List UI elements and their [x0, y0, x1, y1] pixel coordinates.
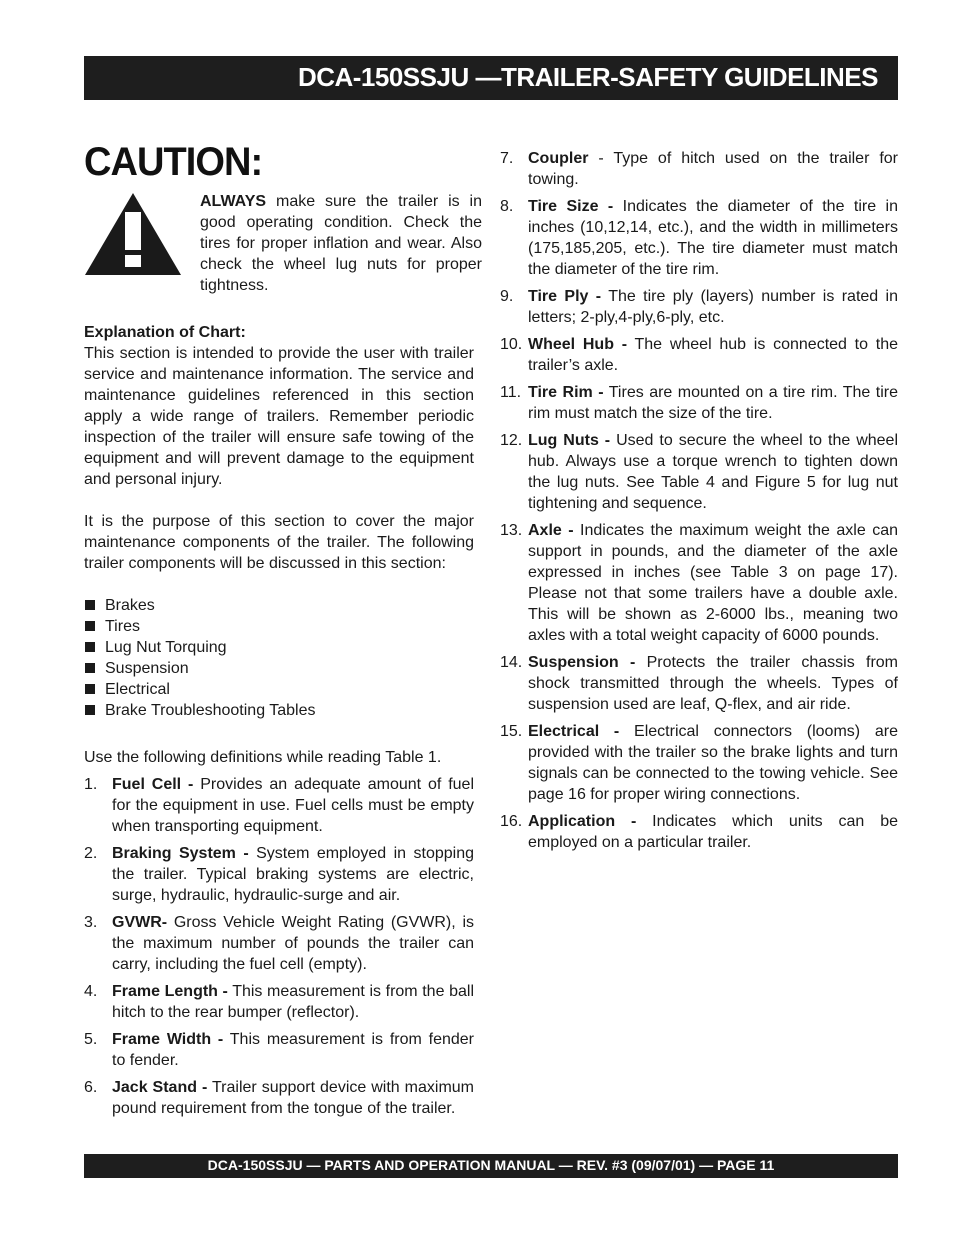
caution-lead: ALWAYS — [200, 193, 267, 210]
right-column — [500, 148, 898, 859]
definition-list-right — [500, 148, 898, 853]
caution-heading: CAUTION: — [84, 140, 263, 184]
definition-item: 15. Electrical - Electrical connectors (looms) are provided with the trailer so the brake lights and turn signals can be connected to the towing vehicle. See page 16 for proper wiring connections. — [500, 723, 898, 803]
definition-item: 12. Lug Nuts - Used to secure the wheel to the wheel hub. Always use a torque wrench to tighten down the lug nuts. See Table 4 and Figure 5 for lug nut tightening and sequence. — [500, 432, 899, 512]
definition-item: 1. Fuel Cell - Provides an adequate amount of fuel for the equipment in use. Fuel cells must be empty when transporting equipment. — [84, 776, 475, 835]
bullet-square-icon — [85, 663, 95, 673]
list-item: Electrical — [84, 679, 474, 700]
definition-item: 5. Frame Width - This measurement is from fender to fender. — [84, 1031, 475, 1069]
definition-item: 11. Tire Rim - Tires are mounted on a tire rim. The tire rim must match the size of the tire. — [500, 384, 898, 422]
definition-item: 13. Axle - Indicates the maximum weight the axle can support in pounds, and the diameter of the axle expressed in inches (see Table 3 on page 17). Please not that some trailers have a double axle. This will be shown as 2-6000 lbs., meaning two axles with a total weight capacity of 6000 pounds. — [500, 522, 898, 644]
page-header-bar — [84, 56, 898, 100]
explanation-heading: Explanation of Chart: — [84, 324, 246, 341]
caution-text — [200, 191, 482, 296]
bullet-square-icon — [85, 684, 95, 694]
list-item: Lug Nut Torquing — [84, 637, 474, 658]
list-item: Brakes — [84, 595, 474, 616]
definitions-intro: Use the following definitions while reading Table 1. — [84, 749, 442, 766]
definition-item: 9. Tire Ply - The tire ply (layers) number is rated in letters; 2-ply,4-ply,6-ply, etc. — [500, 288, 898, 326]
page-footer-bar — [84, 1154, 898, 1178]
explanation-para-1: This section is intended to provide the user with trailer service and maintenance information. The service and maintenance guidelines referenced in this section apply a wide range of trailers. Remember periodic inspection of the trailer will ensure safe towing of the equipment and will prevent damage to the equipment and personal injury. — [84, 345, 474, 488]
definition-list-left — [84, 774, 474, 1119]
list-item: Tires — [84, 616, 474, 637]
definition-item: 7. Coupler - Type of hitch used on the trailer for towing. — [500, 150, 898, 188]
bullet-square-icon — [85, 600, 95, 610]
definition-item: 8. Tire Size - Indicates the diameter of the tire in inches (10,12,14, etc.), and the width in millimeters (175,185,205, etc.). The tire diameter must match the diameter of the tire rim. — [500, 198, 898, 278]
bullet-square-icon — [85, 621, 95, 631]
definition-item: 14. Suspension - Protects the trailer chassis from shock transmitted through the wheels. Types of suspension used are leaf, Q-flex, and air ride. — [500, 654, 899, 713]
component-list — [84, 595, 474, 721]
list-item: Suspension — [84, 658, 474, 679]
explanation-para-2: It is the purpose of this section to cover the major maintenance components of the trailer. The following trailer components will be discussed in this section: — [84, 513, 474, 572]
definition-item: 10. Wheel Hub - The wheel hub is connected to the trailer’s axle. — [500, 336, 899, 374]
warning-triangle-icon — [84, 192, 182, 276]
caution-body: make sure the trailer is in good operating condition. Check the tires for proper inflation and wear. Also check the wheel lug nuts for proper tightness. — [200, 193, 482, 294]
bullet-square-icon — [85, 705, 95, 715]
list-item: Brake Troubleshooting Tables — [84, 700, 474, 721]
definition-item: 2. Braking System - System employed in stopping the trailer. Typical braking systems are electric, surge, hydraulic, hydraulic-surge and air. — [84, 845, 474, 904]
page-header-title: DCA-150SSJU —TRAILER-SAFETY GUIDELINES — [297, 62, 878, 92]
left-column — [84, 322, 474, 1125]
page-footer-text: DCA-150SSJU — PARTS AND OPERATION MANUAL — REV. #3 (09/07/01) — PAGE 11 — [207, 1157, 775, 1173]
definition-item: 16. Application - Indicates which units can be employed on a particular trailer. — [500, 813, 898, 851]
definition-item: 6. Jack Stand - Trailer support device with maximum pound requirement from the tongue of the trailer. — [84, 1079, 474, 1117]
definition-item: 3. GVWR- Gross Vehicle Weight Rating (GVWR), is the maximum number of pounds the trailer can carry, including the fuel cell (empty). — [84, 914, 474, 973]
definition-item: 4. Frame Length - This measurement is from the ball hitch to the rear bumper (reflector). — [84, 983, 474, 1021]
bullet-square-icon — [85, 642, 95, 652]
